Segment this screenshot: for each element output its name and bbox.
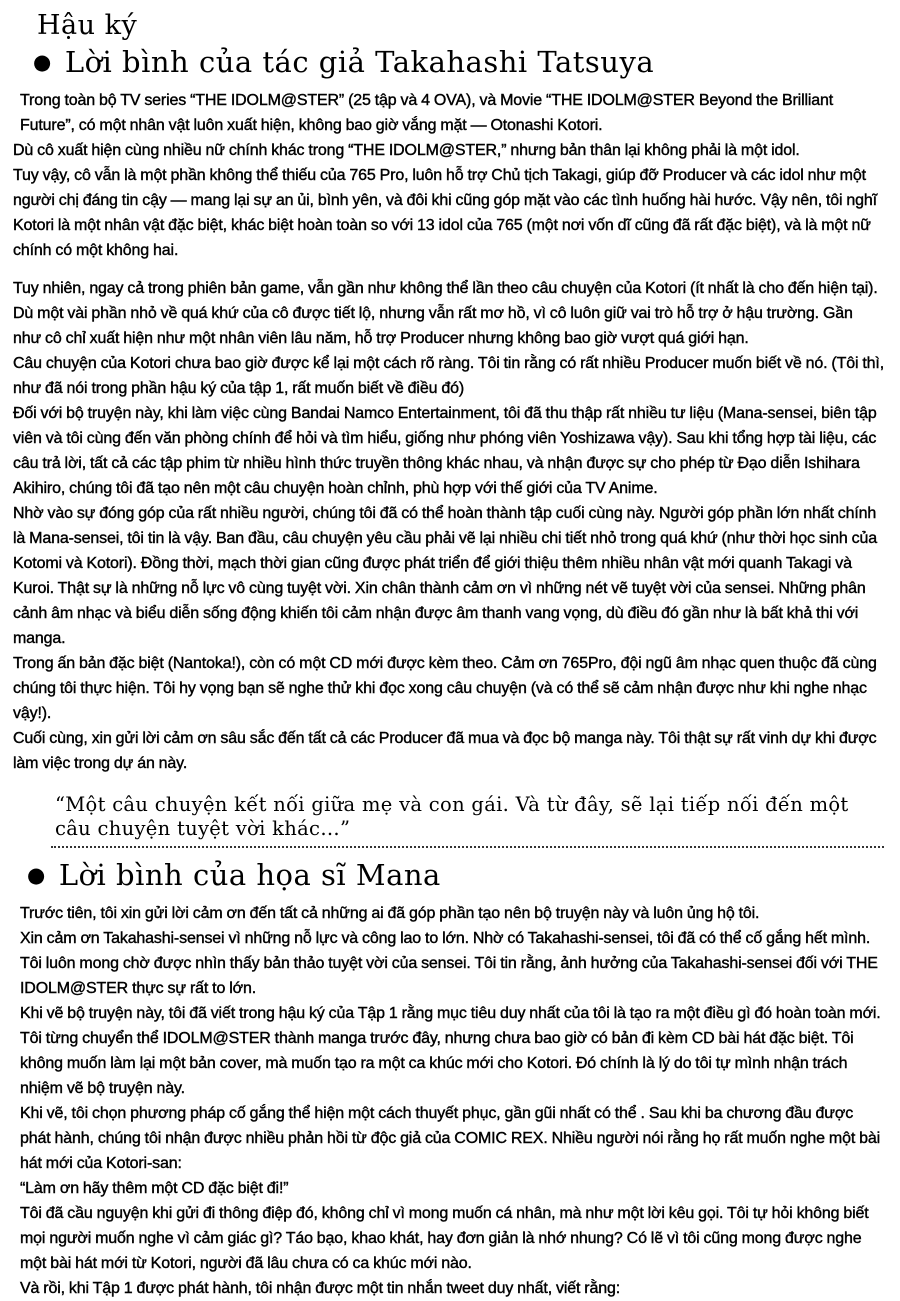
dotted-divider (51, 846, 884, 848)
bullet-icon: ● (27, 862, 46, 887)
paragraph: Tôi đã cầu nguyện khi gửi đi thông điệp đó, không chỉ vì mong muốn cá nhân, mà như một lời kêu gọi. Tôi tự hỏi không biết mọi người muốn nghe vì cảm giác gì? Táo bạo, khao khát, hay đơn giản là nhớ nhung? Có lẽ vì tôi cũng mong được nghe một bài hát mới từ Kotori, người đã lâu chưa có ca khúc mới nào. (20, 1205, 869, 1272)
paragraph: Đối với bộ truyện này, khi làm việc cùng Bandai Namco Entertainment, tôi đã thu thập rất nhiều tư liệu (Mana-sensei, biên tập viên và tôi cùng đến văn phòng chính để hỏi và tìm hiểu, giống như phóng viên Yoshizawa vậy). Sau khi tổng hợp tài liệu, các câu trả lời, tất cả các tập phim từ nhiều hình thức truyền thông khác nhau, và nhận được sự cho phép từ Đạo diễn Ishihara Akihiro, chúng tôi đã tạo nên một câu chuyện hoàn chỉnh, phù hợp với thế giới của TV Anime. (13, 405, 877, 497)
bullet-icon: ● (33, 49, 52, 74)
paragraph: Trong toàn bộ TV series “THE IDOLM@STER” (25 tập và 4 OVA), và Movie “THE IDOLM@STER Beyond the Brilliant Future”, có một nhân vật luôn xuất hiện, không bao giờ vắng mặt — Otonashi Kotori. (20, 92, 834, 134)
paragraph: “Làm ơn hãy thêm một CD đặc biệt đi!” (20, 1180, 289, 1197)
paragraph: Tuy nhiên, ngay cả trong phiên bản game, vẫn gần như không thể lần theo câu chuyện của Kotori (ít nhất là cho đến hiện tại). Dù một vài phần nhỏ về quá khứ của cô được tiết lộ, nhưng vẫn rất mơ hồ, vì cô luôn giữ vai trò hỗ trợ ở hậu trường. Gần như cô chỉ xuất hiện như một nhân viên lâu năm, hỗ trợ Producer nhưng không bao giờ vượt quá giới hạn. (13, 280, 878, 347)
paragraph: Trong ấn bản đặc biệt (Nantoka!), còn có một CD mới được kèm theo. Cảm ơn 765Pro, đội ngũ âm nhạc quen thuộc đã cùng chúng tôi thực hiện. Tôi hy vọng bạn sẽ nghe thử khi đọc xong câu chuyện (và có thể sẽ cảm nhận được như khi nghe nhạc vậy!). (13, 655, 877, 722)
mother-daughter-quote: “Một câu chuyện kết nối giữa mẹ và con gái. Và từ đây, sẽ lại tiếp nối đến một câu chuyện tuyệt vời khác…” (55, 793, 849, 840)
author-section-heading (33, 44, 884, 80)
paragraph: Khi vẽ bộ truyện này, tôi đã viết trong hậu ký của Tập 1 rằng mục tiêu duy nhất của tôi là tạo ra một điều gì đó hoàn toàn mới. Tôi từng chuyển thể IDOLM@STER thành manga trước đây, nhưng chưa bao giờ có bản đi kèm CD bài hát đặc biệt. Tôi không muốn làm lại một bản cover, mà muốn tạo ra một ca khúc mới cho Kotori. Đó chính là lý do tôi tự mình nhận trách nhiệm vẽ bộ truyện này. (20, 1005, 881, 1097)
paragraph: Cuối cùng, xin gửi lời cảm ơn sâu sắc đến tất cả các Producer đã mua và đọc bộ manga này. Tôi thật sự rất vinh dự khi được làm việc trong dự án này. (13, 730, 877, 772)
paragraph: Dù cô xuất hiện cùng nhiều nữ chính khác trong “THE IDOLM@STER,” nhưng bản thân lại không phải là một idol. (13, 142, 800, 159)
artist-section-heading-label: Lời bình của họa sĩ Mana (58, 858, 441, 892)
artist-section-body (13, 901, 884, 1301)
page-title: Hậu ký (37, 10, 138, 41)
paragraph: Nhờ vào sự đóng góp của rất nhiều người, chúng tôi đã có thể hoàn thành tập cuối cùng này. Người góp phần lớn nhất chính là Mana-sensei, tôi tin là vậy. Ban đầu, câu chuyện yêu cầu phải vẽ lại nhiều chi tiết nhỏ trong quá khứ (như thời học sinh của Kotomi và Kotori). Đồng thời, mạch thời gian cũng được phát triển để giới thiệu thêm nhiều nhân vật mới quanh Takagi và Kuroi. Thật sự là những nỗ lực vô cùng tuyệt vời. Xin chân thành cảm ơn vì những nét vẽ tuyệt vời của sensei. Những phân cảnh âm nhạc và biểu diễn sống động khiến tôi cảm nhận được âm thanh vang vọng, dù điều đó gần như là bất khả thi với manga. (13, 505, 877, 647)
author-section-heading-label: Lời bình của tác giả Takahashi Tatsuya (64, 45, 655, 79)
paragraph: Xin cảm ơn Takahashi-sensei vì những nỗ lực và công lao to lớn. Nhờ có Takahashi-sensei, tôi đã có thể cố gắng hết mình. Tôi luôn mong chờ được nhìn thấy bản thảo tuyệt vời của sensei. Tôi tin rằng, ảnh hưởng của Takahashi-sensei đối với THE IDOLM@STER thực sự rất to lớn. (20, 930, 878, 997)
paragraph: Khi vẽ, tôi chọn phương pháp cố gắng thể hiện một cách thuyết phục, gần gũi nhất có thể . Sau khi ba chương đầu được phát hành, chúng tôi nhận được nhiều phản hồi từ độc giả của COMIC REX. Nhiều người nói rằng họ rất muốn nghe một bài hát mới của Kotori-san: (20, 1105, 881, 1172)
paragraph: Tuy vậy, cô vẫn là một phần không thể thiếu của 765 Pro, luôn hỗ trợ Chủ tịch Takagi, giúp đỡ Producer và các idol như một người chị đáng tin cậy — mang lại sự an ủi, bình yên, và đôi khi cũng góp mặt vào các tình huống hài hước. Vậy nên, tôi nghĩ Kotori là một nhân vật đặc biệt, khác biệt hoàn toàn so với 13 idol của 765 (một nơi vốn dĩ cũng đã rất đặc biệt), và là một nữ chính có một không hai. (13, 167, 877, 259)
paragraph: Và rồi, khi Tập 1 được phát hành, tôi nhận được một tin nhắn tweet duy nhất, viết rằng: (20, 1280, 621, 1297)
author-section-body (13, 88, 884, 776)
artist-section-heading (27, 857, 884, 893)
paragraph: Trước tiên, tôi xin gửi lời cảm ơn đến tất cả những ai đã góp phần tạo nên bộ truyện này và luôn ủng hộ tôi. (20, 905, 760, 922)
paragraph: Câu chuyện của Kotori chưa bao giờ được kể lại một cách rõ ràng. Tôi tin rằng có rất nhiều Producer muốn biết về nó. (Tôi thì, như đã nói trong phần hậu ký của tập 1, rất muốn biết về điều đó) (13, 355, 884, 397)
